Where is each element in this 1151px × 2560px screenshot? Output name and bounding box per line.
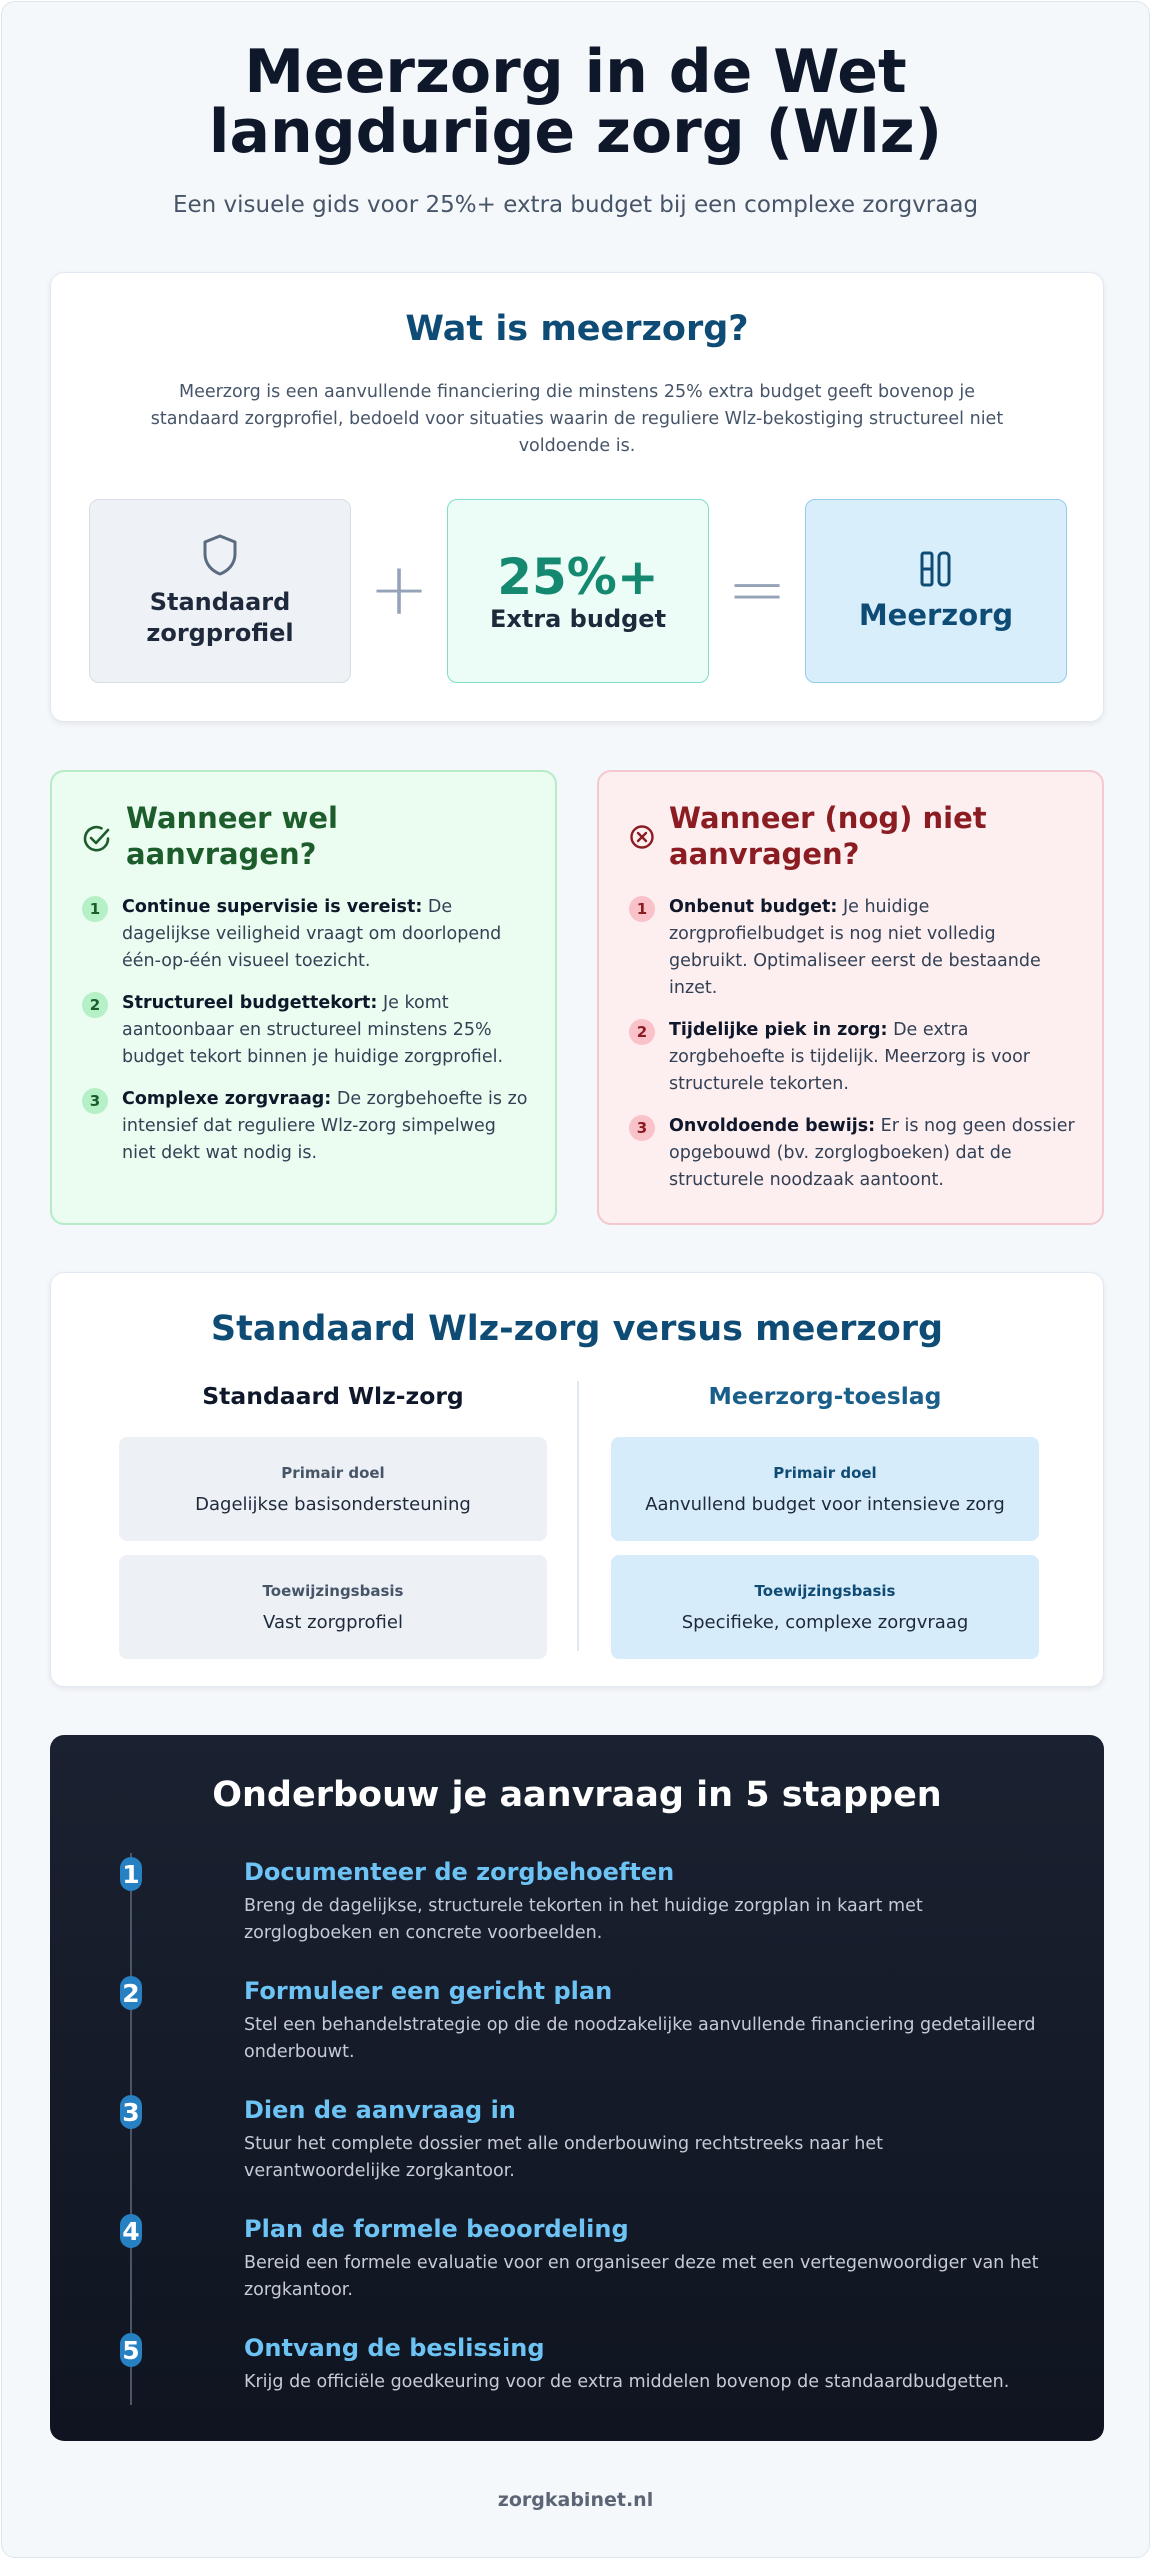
step-number: 2 xyxy=(120,1976,142,2010)
what-description: Meerzorg is een aanvullende financiering die minstens 25% extra budget geeft bovenop je standaard zorgprofiel, bedoeld voor situaties waarin de reguliere Wlz-bekostiging structureel niet voldoende is. xyxy=(150,382,1004,456)
number-badge: 2 xyxy=(82,992,108,1018)
comparison-title: Standaard Wlz-zorg versus meerzorg xyxy=(210,1309,944,1349)
step-description: Krijg de officiële goedkeuring voor de extra middelen bovenop de standaardbudgetten. xyxy=(244,2372,1010,2392)
footer-source: zorgkabinet.nl xyxy=(497,2489,654,2511)
cmp-value: Aanvullend budget voor intensieve zorg xyxy=(645,1493,1005,1515)
cmp-label: Toewijzingsbasis xyxy=(262,1581,404,1600)
shield-icon xyxy=(201,533,239,577)
step-number: 4 xyxy=(120,2214,142,2248)
when-yes-title: Wanneer wel aanvragen? xyxy=(126,801,338,871)
step-item xyxy=(120,1857,1040,1976)
steps-card xyxy=(50,1735,1104,2441)
step-description: Stel een behandelstrategie op die de noodzakelijke aanvullende financiering gedetailleerd onderbouwt. xyxy=(244,2015,1036,2062)
step-item xyxy=(120,2333,1040,2452)
standard-goal-box xyxy=(119,1437,547,1541)
equals-sign: = xyxy=(726,547,788,631)
when-not-to-apply-card xyxy=(597,770,1104,1225)
step-title: Dien de aanvraag in xyxy=(244,2096,516,2124)
standard-basis-box xyxy=(119,1555,547,1659)
list-item xyxy=(629,894,1079,1002)
step-description: Bereid een formele evaluatie voor en organiseer deze met een vertegenwoordiger van het zorgkantoor. xyxy=(244,2253,1039,2300)
what-title: Wat is meerzorg? xyxy=(405,309,749,349)
check-circle-icon xyxy=(82,824,112,854)
step-title: Formuleer een gericht plan xyxy=(244,1977,613,2005)
item-bold: Onvoldoende bewijs: xyxy=(669,1116,876,1136)
number-badge: 1 xyxy=(629,896,655,922)
standard-column xyxy=(119,1381,547,1659)
number-badge: 3 xyxy=(629,1115,655,1141)
header xyxy=(2,37,1149,218)
list-item xyxy=(82,1086,532,1167)
meerzorg-column-heading: Meerzorg-toeslag xyxy=(708,1382,942,1410)
cmp-value: Vast zorgprofiel xyxy=(263,1611,403,1633)
steps-title: Onderbouw je aanvraag in 5 stappen xyxy=(212,1775,942,1815)
item-text xyxy=(669,1017,1079,1098)
number-badge: 2 xyxy=(629,1019,655,1045)
standard-profile-label: Standaard zorgprofiel xyxy=(146,588,294,647)
when-yes-list xyxy=(82,894,532,1182)
step-item xyxy=(120,1976,1040,2095)
item-text xyxy=(122,894,532,975)
step-title: Documenteer de zorgbehoeften xyxy=(244,1858,675,1886)
extra-budget-label: Extra budget xyxy=(489,605,667,633)
meerzorg-basis-box xyxy=(611,1555,1039,1659)
item-bold: Tijdelijke piek in zorg: xyxy=(669,1020,888,1040)
item-text xyxy=(122,990,532,1071)
what-is-meerzorg-card xyxy=(50,272,1104,722)
infographic-page xyxy=(1,1,1150,2558)
meerzorg-result-label: Meerzorg xyxy=(858,598,1014,632)
item-bold: Structureel budgettekort: xyxy=(122,993,378,1013)
step-description: Breng de dagelijkse, structurele tekorten in het huidige zorgplan in kaart met zorglogboeken en concrete voorbeelden. xyxy=(244,1896,923,1943)
when-yes-header xyxy=(82,800,522,872)
item-body: Er is nog geen dossier opgebouwd (bv. zorglogboeken) dat de structurele noodzaak aantoont. xyxy=(669,1116,1075,1190)
item-text xyxy=(669,894,1079,1002)
step-number: 1 xyxy=(120,1857,142,1891)
list-item xyxy=(82,990,532,1071)
columns-icon xyxy=(919,550,953,588)
cmp-label: Primair doel xyxy=(773,1463,877,1482)
meerzorg-goal-box xyxy=(611,1437,1039,1541)
budget-equation xyxy=(89,499,1067,683)
meerzorg-result-box xyxy=(805,499,1067,683)
standard-column-heading: Standaard Wlz-zorg xyxy=(202,1382,464,1410)
list-item xyxy=(629,1017,1079,1098)
step-description: Stuur het complete dossier met alle onderbouwing rechtstreeks naar het verantwoordelijke zorgkantoor. xyxy=(244,2134,883,2181)
cmp-value: Specifieke, complexe zorgvraag xyxy=(681,1611,969,1633)
item-bold: Complexe zorgvraag: xyxy=(122,1089,332,1109)
step-number: 3 xyxy=(120,2095,142,2129)
item-body: De extra zorgbehoefte is tijdelijk. Meerzorg is voor structurele tekorten. xyxy=(669,1020,1031,1094)
step-item xyxy=(120,2214,1040,2333)
extra-budget-value: 25%+ xyxy=(497,548,659,606)
item-body: De zorgbehoefte is zo intensief dat reguliere Wlz-zorg simpelweg niet dekt wat nodig is. xyxy=(122,1089,528,1163)
list-item xyxy=(629,1113,1079,1194)
cmp-value: Dagelijkse basisondersteuning xyxy=(195,1493,471,1515)
meerzorg-column xyxy=(611,1381,1039,1659)
when-no-title: Wanneer (nog) niet aanvragen? xyxy=(669,801,987,871)
page-title: Meerzorg in de Wet langdurige zorg (Wlz) xyxy=(208,37,943,167)
extra-budget-box xyxy=(447,499,709,683)
x-circle-icon xyxy=(629,824,655,850)
number-badge: 3 xyxy=(82,1088,108,1114)
item-body: Je komt aantoonbaar en structureel minstens 25% budget tekort binnen je huidige zorgprofiel. xyxy=(122,993,504,1067)
page-subtitle: Een visuele gids voor 25%+ extra budget bij een complexe zorgvraag xyxy=(172,192,979,218)
step-number: 5 xyxy=(120,2333,142,2367)
item-body: De dagelijkse veiligheid vraagt om doorlopend één-op-één visueel toezicht. xyxy=(122,897,502,971)
when-no-header xyxy=(629,800,1069,872)
item-bold: Continue supervisie is vereist: xyxy=(122,897,423,917)
item-body: Je huidige zorgprofielbudget is nog niet volledig gebruikt. Optimaliseer eerst de bestaande inzet. xyxy=(669,897,1041,998)
plus-sign: + xyxy=(368,547,430,631)
step-item xyxy=(120,2095,1040,2214)
item-bold: Onbenut budget: xyxy=(669,897,838,917)
cmp-label: Toewijzingsbasis xyxy=(754,1581,896,1600)
list-item xyxy=(82,894,532,975)
number-badge: 1 xyxy=(82,896,108,922)
step-title: Plan de formele beoordeling xyxy=(244,2215,629,2243)
item-text xyxy=(669,1113,1079,1194)
step-title: Ontvang de beslissing xyxy=(244,2334,545,2362)
cmp-label: Primair doel xyxy=(281,1463,385,1482)
steps-list xyxy=(120,1857,1040,2452)
when-to-apply-card xyxy=(50,770,557,1225)
column-divider xyxy=(577,1381,579,1651)
item-text xyxy=(122,1086,532,1167)
standard-profile-box xyxy=(89,499,351,683)
when-no-list xyxy=(629,894,1079,1209)
comparison-card xyxy=(50,1272,1104,1687)
